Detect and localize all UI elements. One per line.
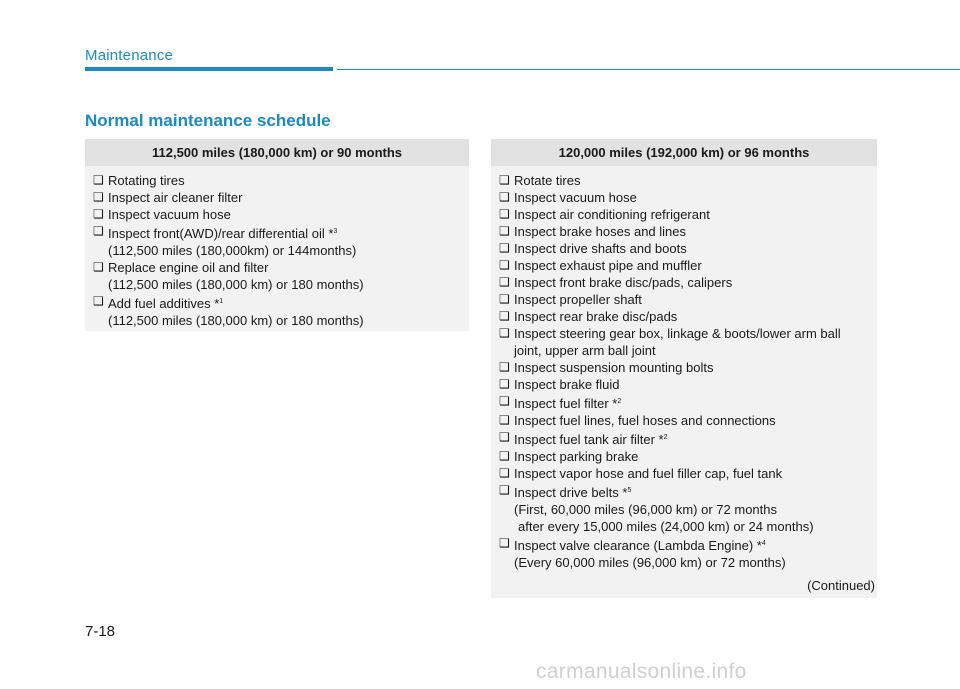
checklist-item-text (108, 189, 242, 206)
checklist-item-text (108, 172, 185, 189)
checkbox-icon: ❑ (499, 326, 510, 340)
checklist-item-text (514, 465, 782, 482)
checkbox-icon: ❑ (499, 449, 510, 463)
footnote-marker: 4 (761, 540, 766, 547)
checklist-item-text (514, 308, 677, 325)
header-rule-thick (85, 67, 333, 71)
checklist-item-text (514, 448, 638, 465)
checkbox-icon: ❑ (499, 275, 510, 289)
item-label: Inspect fuel filter * (514, 396, 618, 411)
checklist-item-text (514, 535, 766, 554)
checklist-item-text (108, 223, 337, 242)
checklist-item (93, 189, 461, 206)
checklist-item (499, 172, 869, 189)
item-label: Inspect brake fluid (514, 377, 620, 392)
item-interval-note: (112,500 miles (180,000 km) or 180 months) (108, 313, 364, 328)
checkbox-icon: ❑ (499, 258, 510, 272)
checkbox-icon: ❑ (499, 173, 510, 187)
checklist-item-text (514, 223, 686, 240)
header-rule-thin (337, 69, 960, 70)
checklist-item-text (514, 206, 710, 223)
item-label: Inspect front brake disc/pads, calipers (514, 275, 733, 290)
checklist-item-text (108, 206, 231, 223)
item-interval-note: (112,500 miles (180,000 km) or 180 months) (108, 277, 364, 292)
checklist-item-text (514, 172, 580, 189)
checkbox-icon: ❑ (499, 466, 510, 480)
checklist-item (93, 172, 461, 189)
schedule-item-list (85, 166, 469, 331)
item-label: Add fuel additives * (108, 296, 220, 311)
page-number: 7-18 (85, 623, 116, 640)
checklist-item-text (514, 291, 642, 308)
checklist-item (499, 412, 869, 429)
checklist-item-text (514, 359, 713, 376)
item-label: Inspect air conditioning refrigerant (514, 207, 710, 222)
item-label: Inspect steering gear box, linkage & boots/lower arm ball (514, 326, 841, 341)
checkbox-icon: ❑ (499, 292, 510, 306)
checklist-item (499, 465, 869, 482)
checklist-item (93, 259, 461, 276)
checklist-item (499, 240, 869, 257)
item-label: Inspect vacuum hose (514, 190, 637, 205)
item-label: Inspect parking brake (514, 449, 639, 464)
checklist-item (499, 257, 869, 274)
checklist-item (499, 206, 869, 223)
checklist-item (93, 206, 461, 223)
item-label: Inspect exhaust pipe and muffler (514, 258, 702, 273)
schedule-box-heading: 120,000 miles (192,000 km) or 96 months (491, 139, 877, 166)
item-label: Inspect valve clearance (Lambda Engine) * (514, 538, 762, 553)
continued-note: (Continued) (807, 578, 875, 593)
schedule-item-list (491, 166, 877, 573)
item-label: Rotating tires (108, 173, 185, 188)
checklist-item-text (514, 274, 732, 291)
checklist-item (499, 325, 869, 342)
checkbox-icon: ❑ (499, 430, 510, 444)
checklist-item (499, 189, 869, 206)
checklist-item (499, 393, 869, 412)
checklist-item (499, 274, 869, 291)
item-label: Replace engine oil and filter (108, 260, 269, 275)
checklist-item-text (514, 257, 702, 274)
footnote-marker: 2 (663, 434, 668, 441)
item-label: Rotate tires (514, 173, 581, 188)
schedule-box-heading: 112,500 miles (180,000 km) or 90 months (85, 139, 469, 166)
item-label: Inspect propeller shaft (514, 292, 642, 307)
checkbox-icon: ❑ (93, 294, 104, 308)
checklist-item-text (514, 482, 631, 501)
checklist-item (499, 482, 869, 501)
footnote-marker: 3 (333, 228, 338, 235)
item-label: Inspect vacuum hose (108, 207, 231, 222)
item-label: Inspect front(AWD)/rear differential oil * (108, 226, 334, 241)
checklist-item-text (514, 189, 637, 206)
checkbox-icon: ❑ (93, 260, 104, 274)
footnote-marker: 1 (219, 298, 224, 305)
checkbox-icon: ❑ (499, 377, 510, 391)
item-label: Inspect drive shafts and boots (514, 241, 687, 256)
watermark: carmanualsonline.info (536, 660, 747, 683)
item-interval-note: (Every 60,000 miles (96,000 km) or 72 months) (514, 555, 786, 570)
item-label: Inspect fuel tank air filter * (514, 432, 664, 447)
checklist-item-text (514, 412, 776, 429)
checklist-item (93, 223, 461, 242)
checkbox-icon: ❑ (499, 394, 510, 408)
checkbox-icon: ❑ (499, 207, 510, 221)
footnote-marker: 2 (617, 398, 622, 405)
checklist-item (499, 535, 869, 554)
checklist-item-text (514, 376, 620, 393)
footnote-marker: 5 (627, 487, 632, 494)
item-interval-note: (First, 60,000 miles (96,000 km) or 72 months (514, 502, 777, 517)
checklist-item (499, 376, 869, 393)
checkbox-icon: ❑ (499, 483, 510, 497)
checklist-item (499, 223, 869, 240)
item-interval-note: (112,500 miles (180,000km) or 144months) (108, 243, 357, 258)
item-label: Inspect brake hoses and lines (514, 224, 686, 239)
checkbox-icon: ❑ (93, 190, 104, 204)
item-label: Inspect rear brake disc/pads (514, 309, 678, 324)
checkbox-icon: ❑ (499, 413, 510, 427)
checkbox-icon: ❑ (499, 241, 510, 255)
item-label: Inspect vapor hose and fuel filler cap, fuel tank (514, 466, 783, 481)
checkbox-icon: ❑ (499, 360, 510, 374)
item-interval-note: joint, upper arm ball joint (514, 343, 656, 358)
checklist-item (499, 359, 869, 376)
checklist-item-text (108, 259, 268, 276)
checkbox-icon: ❑ (499, 309, 510, 323)
item-label: Inspect drive belts * (514, 485, 628, 500)
checkbox-icon: ❑ (93, 207, 104, 221)
item-label: Inspect air cleaner filter (108, 190, 243, 205)
item-label: Inspect suspension mounting bolts (514, 360, 714, 375)
checkbox-icon: ❑ (499, 224, 510, 238)
schedule-box-112500 (85, 139, 469, 331)
checklist-item-text (514, 240, 687, 257)
section-label: Maintenance (85, 47, 174, 64)
checkbox-icon: ❑ (93, 173, 104, 187)
checklist-item (499, 291, 869, 308)
checklist-item (499, 308, 869, 325)
checklist-item-text (514, 429, 667, 448)
checklist-item-text (514, 325, 841, 342)
checklist-item-text (108, 293, 223, 312)
item-interval-note: after every 15,000 miles (24,000 km) or 24 months) (518, 519, 814, 534)
checkbox-icon: ❑ (93, 224, 104, 238)
checkbox-icon: ❑ (499, 536, 510, 550)
checkbox-icon: ❑ (499, 190, 510, 204)
checklist-item (93, 293, 461, 312)
item-label: Inspect fuel lines, fuel hoses and connections (514, 413, 776, 428)
checklist-item (499, 448, 869, 465)
schedule-box-120000 (491, 139, 877, 598)
checklist-item (499, 429, 869, 448)
checklist-item-text (514, 393, 621, 412)
page-title: Normal maintenance schedule (85, 111, 331, 130)
